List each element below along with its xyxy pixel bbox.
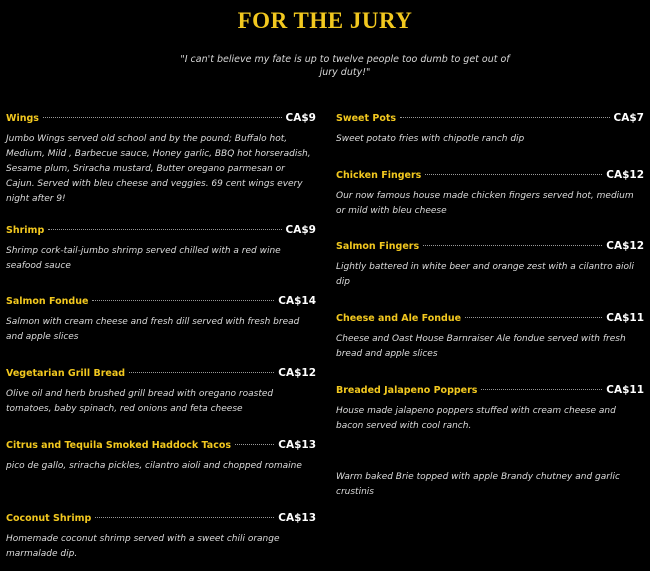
menu-item-jalapeno-poppers [336, 384, 644, 434]
item-price: CA$12 [606, 169, 644, 181]
dotted-leader [129, 372, 274, 373]
item-price: CA$14 [278, 295, 316, 307]
menu-item-cheese-ale-fondue [336, 312, 644, 362]
menu-item-vegetarian-grill-bread [6, 367, 316, 417]
item-name: Wings [6, 113, 39, 124]
item-description: Our now famous house made chicken fingers served hot, medium or mild with bleu cheese [336, 191, 634, 216]
menu-section-title: FOR THE JURY [237, 8, 413, 33]
menu-item-shrimp [6, 224, 316, 274]
item-description: Cheese and Oast House Barnraiser Ale fondue served with fresh bread and apple slices [336, 334, 626, 359]
menu-item-wings [6, 112, 316, 207]
item-price: CA$9 [285, 224, 316, 236]
item-price: CA$9 [285, 112, 316, 124]
dotted-leader [340, 447, 640, 448]
menu-item-salmon-fingers [336, 240, 644, 290]
dotted-leader [481, 389, 602, 390]
item-name: Vegetarian Grill Bread [6, 368, 126, 379]
item-description: Shrimp cork-tail-jumbo shrimp served chilled with a red wine seafood sauce [6, 246, 281, 271]
item-name: Citrus and Tequila Smoked Haddock Tacos [6, 440, 232, 451]
item-price: CA$12 [606, 240, 644, 252]
item-description: Salmon with cream cheese and fresh dill served with fresh bread and apple slices [6, 317, 300, 342]
item-price: CA$13 [278, 512, 316, 524]
menu-item-coconut-shrimp [6, 512, 316, 562]
dotted-leader [235, 444, 274, 445]
item-price: CA$12 [278, 367, 316, 379]
dotted-leader [400, 117, 610, 118]
item-description: Lightly battered in white beer and orange zest with a cilantro aioli dip [336, 262, 634, 287]
dotted-leader [95, 517, 274, 518]
item-description: Sweet potato fries with chipotle ranch dip [336, 134, 525, 144]
item-description: House made jalapeno poppers stuffed with cream cheese and bacon served with cool ranch. [336, 406, 616, 431]
item-price: CA$13 [278, 439, 316, 451]
menu-item-salmon-fondue [6, 295, 316, 345]
dotted-leader [465, 317, 602, 318]
dotted-leader [48, 229, 281, 230]
item-description: pico de gallo, sriracha pickles, cilantro aioli and chopped romaine [6, 461, 302, 471]
dotted-leader [92, 300, 274, 301]
item-name: Sweet Pots [336, 113, 397, 124]
section-quote: "I can't believe my fate is up to twelve people too dumb to get out of jury duty!" [180, 54, 510, 78]
menu-item-chicken-fingers [336, 169, 644, 219]
item-name: Coconut Shrimp [6, 513, 92, 524]
item-description: Olive oil and herb brushed grill bread with oregano roasted tomatoes, baby spinach, red onions and feta cheese [6, 389, 274, 414]
item-name: Salmon Fondue [6, 296, 89, 307]
item-name: Breaded Jalapeno Poppers [336, 385, 478, 396]
dotted-leader [425, 174, 602, 175]
menu-item-haddock-tacos [6, 439, 316, 474]
item-name: Chicken Fingers [336, 170, 422, 181]
dotted-leader [423, 245, 602, 246]
item-price: CA$7 [613, 112, 644, 124]
item-description: Homemade coconut shrimp served with a sweet chili orange marmalade dip. [6, 534, 280, 559]
menu-item-baked-brie [336, 450, 644, 500]
item-description: Warm baked Brie topped with apple Brandy chutney and garlic crustinis [336, 472, 620, 497]
item-price: CA$11 [606, 312, 644, 324]
dotted-leader [43, 117, 282, 118]
item-name: Salmon Fingers [336, 241, 420, 252]
menu-item-sweet-pots [336, 112, 644, 147]
item-name: Shrimp [6, 225, 45, 236]
item-name: Cheese and Ale Fondue [336, 313, 462, 324]
item-price: CA$11 [606, 384, 644, 396]
item-description: Jumbo Wings served old school and by the pound; Buffalo hot, Medium, Mild , Barbecue sauce, Honey garlic, BBQ hot horseradish, Sesame plum, Sriracha mustard, Butter oregano parmesan or Cajun. Served with bleu cheese and veggies. 69 cent wings every night after 9! [6, 134, 311, 204]
